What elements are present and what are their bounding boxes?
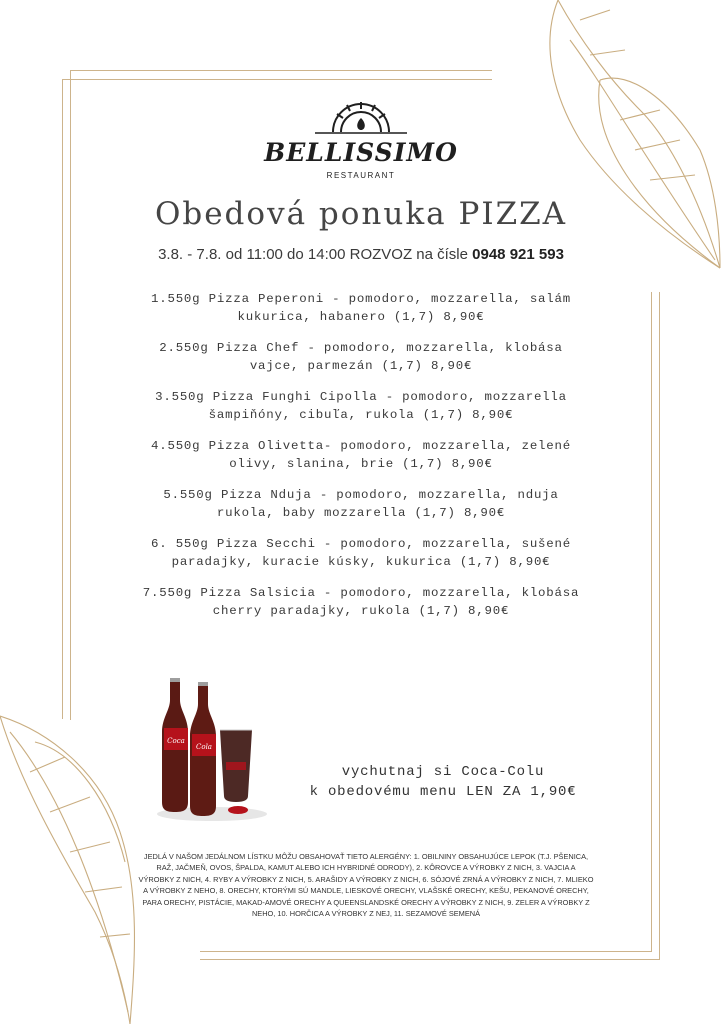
menu-item-line1: 4.550g Pizza Olivetta- pomodoro, mozzarella, zelené: [150, 439, 571, 453]
phone-number[interactable]: 0948 921 593: [472, 246, 564, 263]
delivery-text: 3.8. - 7.8. od 11:00 do 14:00 ROZVOZ na čísle: [158, 246, 468, 263]
menu-item-line1: 2.550g Pizza Chef - pomodoro, mozzarella, klobása: [159, 341, 563, 355]
glass-icon: [220, 730, 252, 802]
promo-line1: vychutnaj si Coca-Colu: [341, 764, 545, 780]
menu-item: [0, 290, 722, 326]
page-title: Obedová ponuka PIZZA: [154, 196, 568, 232]
menu-item-line1: 7.550g Pizza Salsicia - pomodoro, mozzarella, klobása: [142, 586, 580, 600]
frame-bottom-line: [200, 951, 652, 952]
menu-item: [0, 584, 722, 620]
svg-text:Cola: Cola: [196, 743, 212, 751]
leaf-bottom-left-icon: [0, 712, 150, 1024]
coke-bottle-icon: [190, 682, 216, 816]
coke-bottle-icon: [162, 678, 188, 812]
menu-item-line2: šampiňóny, cibuľa, rukola (1,7) 8,90€: [208, 408, 514, 422]
menu-item: [0, 535, 722, 571]
menu-item: [0, 339, 722, 375]
menu-item-line2: kukurica, habanero (1,7) 8,90€: [237, 310, 485, 324]
menu-item-line2: cherry paradajky, rukola (1,7) 8,90€: [212, 604, 510, 618]
frame-top-line-inner: [62, 79, 492, 80]
menu-item-line1: 5.550g Pizza Nduja - pomodoro, mozzarella, nduja: [163, 488, 559, 502]
pizza-oven-icon: [311, 92, 411, 136]
logo: [0, 92, 722, 136]
brand-tagline: RESTAURANT: [326, 171, 396, 180]
delivery-info: [0, 246, 722, 263]
menu-item: [0, 388, 722, 424]
menu-item: [0, 437, 722, 473]
menu-item-line2: vajce, parmezán (1,7) 8,90€: [249, 359, 473, 373]
svg-text:Coca: Coca: [167, 737, 185, 745]
frame-bottom-line-inner: [200, 959, 660, 960]
frame-top-line: [70, 70, 492, 71]
menu-list: [0, 290, 722, 633]
menu-item-line1: 3.550g Pizza Funghi Cipolla - pomodoro, mozzarella: [155, 390, 567, 404]
menu-item-line1: 6. 550g Pizza Secchi - pomodoro, mozzarella, sušené: [150, 537, 571, 551]
menu-item-line1: 1.550g Pizza Peperoni - pomodoro, mozzarella, salám: [150, 292, 571, 306]
menu-item: [0, 486, 722, 522]
menu-item-line2: rukola, baby mozzarella (1,7) 8,90€: [216, 506, 506, 520]
allergens-note: JEDLÁ V NAŠOM JEDÁLNOM LÍSTKU MÔŽU OBSAHOVAŤ TIETO ALERGÉNY: 1. OBILNINY OBSAHUJÚCE LEPOK (T.J. PŠENICA, RAŽ, JAČMEŇ, OVOS, ŠPALDA, KAMUT ALEBO ICH HYBRIDNÉ ODRODY), 2. KÔROVCE A VÝROBKY Z NICH, 3. VAJCIA A VÝROBKY Z NICH, 4. RYBY A VÝROBKY Z NICH, 5. ARAŠIDY A VÝROBKY Z NICH, 6. SÓJOVÉ ZRNÁ A VÝROBKY Z NICH, 7. MLIEKO A VÝROBKY Z NEHO, 8. ORECHY, KTORÝMI SÚ MANDLE, LIESKOVÉ ORECHY, VLAŠSKÉ ORECHY, KEŠU, PEKANOVÉ ORECHY, PARA ORECHY, PISTÁCIE, MAKAD-AMOVÉ ORECHY A QUEENSLANDSKÉ ORECHY A VÝROBKY Z NICH, 9. ZELER A VÝROBKY Z NEHO, 10. HORČICA A VÝROBKY Z NEJ, 11. SEZAMOVÉ SEMENÁ: [138, 852, 594, 919]
coca-cola-bottles-image: [150, 676, 270, 826]
menu-item-line2: olivy, slanina, brie (1,7) 8,90€: [229, 457, 493, 471]
menu-item-line2: paradajky, kuracie kúsky, kukurica (1,7) 8,90€: [171, 555, 551, 569]
promo-text: [258, 762, 628, 802]
promo-line2: k obedovému menu LEN ZA 1,90€: [309, 784, 577, 800]
brand-name: BELLISSIMO: [264, 138, 458, 167]
